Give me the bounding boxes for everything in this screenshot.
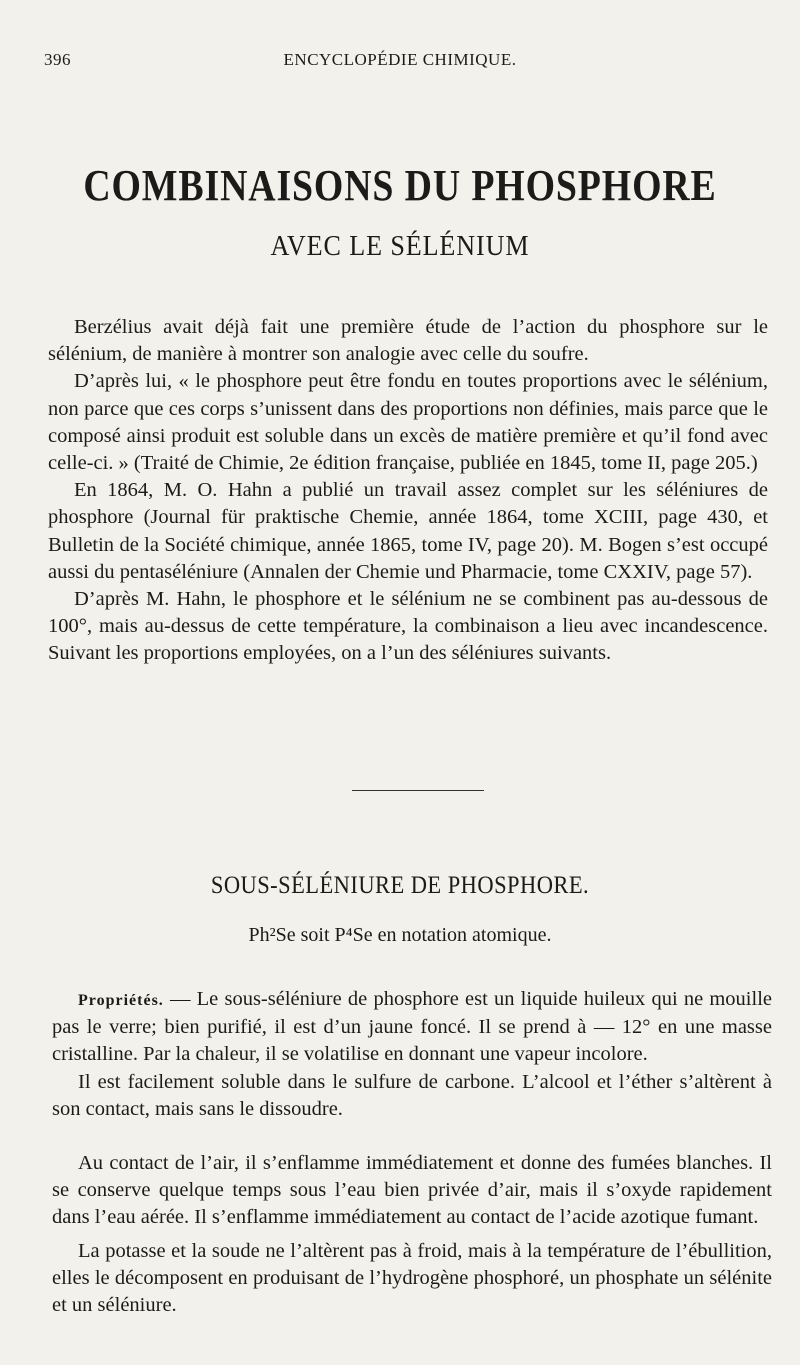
paragraph: En 1864, M. O. Hahn a publié un travail assez complet sur les séléniures de phosphore (Journal für praktische Chemie, année 1864, tome XCIII, page 430, et Bulletin de la Société chimique, année 1865, tome IV, page 20). M. Bogen s’est occupé aussi du pentaséléniure (Annalen der Chemie und Pharmacie, tome CXXIV, page 57). — [48, 479, 768, 583]
page-number: 396 — [44, 50, 71, 69]
running-title: ENCYCLOPÉDIE CHIMIQUE. — [283, 50, 517, 69]
paragraph: D’après lui, « le phosphore peut être fondu en toutes proportions avec le sélénium, non parce que ces corps s’unissent dans des proportions non définies, mais parce que le composé ainsi produit est soluble dans un excès de matière première et qu’il fond avec celle-ci. » (Traité de Chimie, 2e édition française, publiée en 1845, tome II, page 205.) — [48, 370, 768, 475]
intro-text — [48, 314, 768, 668]
chapter-subtitle: AVEC LE SÉLÉNIUM — [270, 230, 530, 262]
paragraph: Berzélius avait déjà fait une première étude de l’action du phosphore sur le sélénium, de manière à montrer son analogie avec celle du soufre. — [48, 316, 768, 366]
properties-text — [52, 986, 772, 1123]
properties-text-run: — Le sous-séléniure de phosphore est un liquide huileux qui ne mouille pas le verre; bien purifié, il est d’un jaune foncé. Il se prend à — 12° en une masse cristalline. Par la chaleur, il se volatilise en donnant une vapeur incolore. — [52, 988, 772, 1066]
paragraph: Au contact de l’air, il s’enflamme immédiatement et donne des fumées blanches. Il se conserve quelque temps sous l’eau bien privée d’air, mais il s’oxyde rapidement dans l’eau aérée. Il s’enflamme immédiatement au contact de l’acide azotique fumant. — [52, 1152, 772, 1229]
section-divider — [352, 790, 484, 791]
section-title: SOUS-SÉLÉNIURE DE PHOSPHORE. — [210, 872, 590, 899]
reactions-text — [52, 1150, 772, 1319]
formula-line: Ph²Se soit P⁴Se en notation atomique. — [248, 924, 552, 946]
paragraph: D’après M. Hahn, le phosphore et le sélénium ne se combinent pas au-dessous de 100°, mais au-dessus de cette température, la combinaison a lieu avec incandescence. Suivant les proportions employées, on a l’un des séléniures suivants. — [48, 588, 768, 665]
paragraph — [52, 986, 772, 1069]
chapter-title: COMBINAISONS DU PHOSPHORE — [83, 161, 717, 210]
page-header — [40, 50, 760, 74]
paragraph: La potasse et la soude ne l’altèrent pas à froid, mais à la température de l’ébullition, elles le décomposent en produisant de l’hydrogène phosphoré, un phosphate un sélénite et un séléniure. — [52, 1239, 772, 1317]
paragraph: Il est facilement soluble dans le sulfure de carbone. L’alcool et l’éther s’altèrent à son contact, mais sans le dissoudre. — [52, 1070, 772, 1120]
properties-label: Propriétés. — [78, 992, 164, 1009]
